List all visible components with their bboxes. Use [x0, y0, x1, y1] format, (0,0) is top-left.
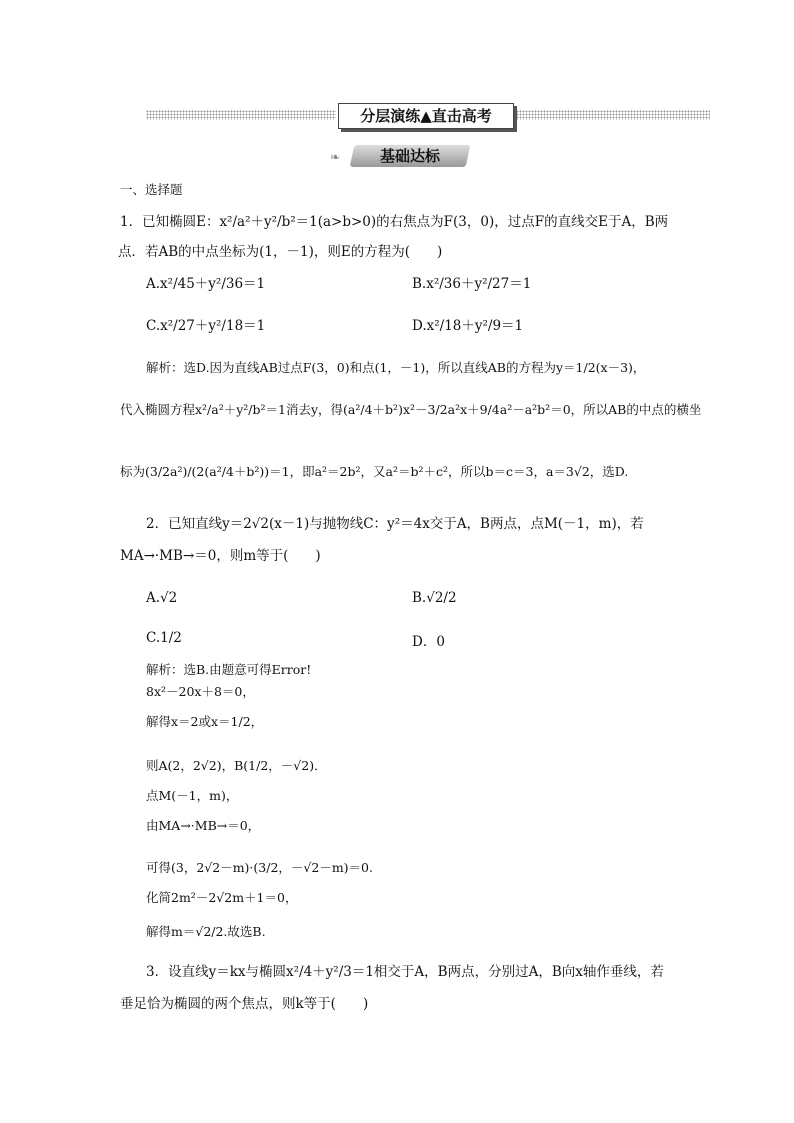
q2-option-c: C.1/2 [146, 630, 182, 646]
q2-option-d: D．0 [412, 634, 445, 650]
q1-solution-line1: 解析：选D.因为直线AB过点F(3，0)和点(1，－1)，所以直线AB的方程为y＝1/2(x－3)， [146, 360, 646, 375]
q2-solution-line6: 由MA→·MB→＝0， [146, 818, 261, 833]
q2-stem-line1: 2．已知直线y＝2√2(x－1)与抛物线C：y²＝4x交于A，B两点，点M(－1，m)，若 [146, 516, 644, 532]
q1-option-c: C.x²/27＋y²/18＝1 [146, 318, 266, 334]
q1-stem-line1: 1．已知椭圆E：x²/a²＋y²/b²＝1(a>b>0)的右焦点为F(3，0)，过点F的直线交E于A，B两 [120, 214, 669, 230]
q3-stem-line1: 3．设直线y＝kx与椭圆x²/4＋y²/3＝1相交于A，B两点，分别过A，B向x轴作垂线，若 [146, 964, 664, 980]
q2-option-a: A.√2 [146, 590, 178, 606]
q2-solution-line7: 可得(3，2√2－m)·(3/2，－√2－m)＝0. [146, 860, 373, 875]
q2-solution-line1: 解析：选B.由题意可得Error! [146, 662, 312, 677]
q1-option-b: B.x²/36＋y²/27＝1 [412, 276, 532, 292]
q1-option-d: D.x²/18＋y²/9＝1 [412, 318, 524, 334]
q2-solution-line9: 解得m＝√2/2.故选B. [146, 924, 266, 939]
q2-solution-line3: 解得x＝2或x＝1/2， [146, 714, 264, 729]
q1-solution-line3: 标为(3/2a²)/(2(a²/4＋b²))＝1，即a²＝2b²，又a²＝b²＋c²，所以b＝c＝3，a＝3√2，选D. [120, 464, 629, 479]
q3-stem-line2: 垂足恰为椭圆的两个焦点，则k等于( ) [120, 996, 369, 1012]
q2-stem-line2: MA→·MB→＝0，则m等于( ) [120, 548, 321, 564]
section-title: 一、选择题 [120, 182, 183, 197]
section-banner: 分层演练▲直击高考 [338, 103, 514, 129]
q1-stem-line2: 点．若AB的中点坐标为(1，－1)，则E的方程为( ) [118, 244, 443, 260]
q2-solution-line8: 化简2m²－2√2m＋1＝0， [146, 890, 298, 905]
sub-banner-label: 基础达标 [379, 147, 440, 165]
sub-banner [350, 145, 471, 167]
q2-option-b: B.√2/2 [412, 590, 457, 606]
q2-solution-line5: 点M(－1，m)， [146, 788, 239, 803]
q1-solution-line2: 代入椭圆方程x²/a²＋y²/b²＝1消去y，得(a²/4＋b²)x²－3/2a²x＋9/4a²－a²b²＝0，所以AB的中点的横坐 [120, 402, 702, 417]
q2-solution-line4: 则A(2，2√2)，B(1/2，－√2)． [146, 758, 327, 773]
q1-option-a: A.x²/45＋y²/36＝1 [146, 276, 266, 292]
leaf-icon: ❧ [330, 150, 341, 164]
q2-solution-line2: 8x²－20x＋8＝0， [146, 684, 255, 699]
